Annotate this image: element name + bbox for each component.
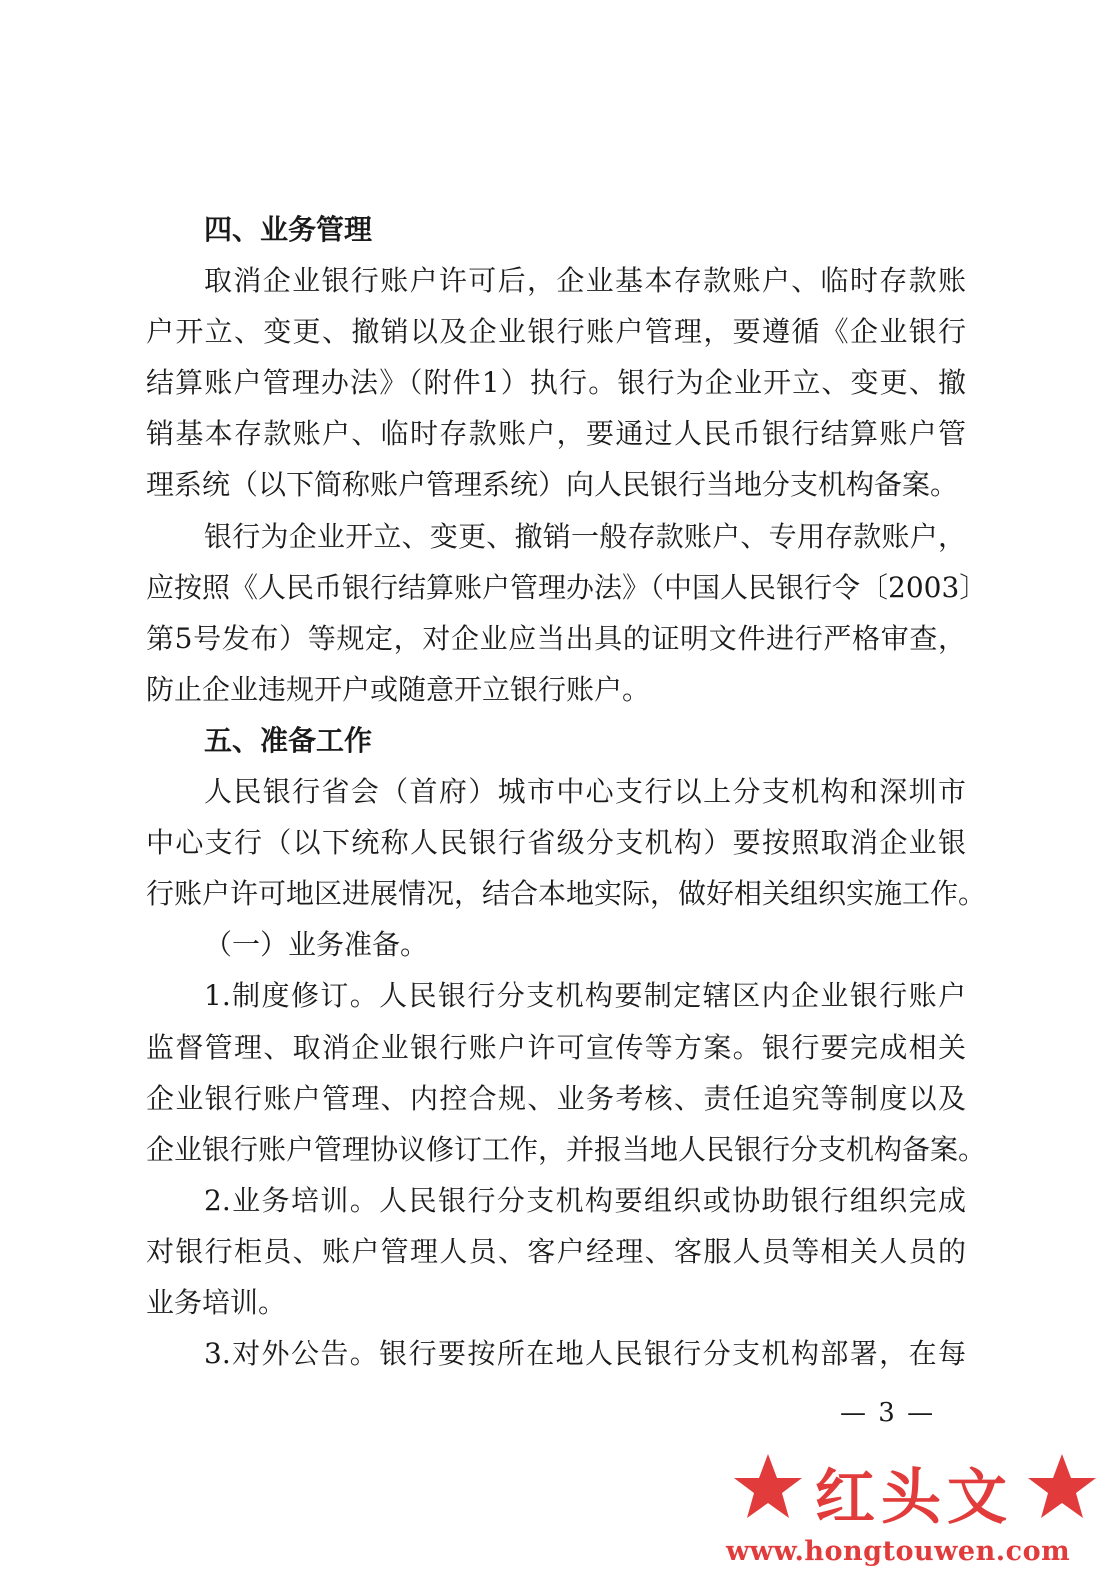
paragraph-5-1 [146,766,987,919]
page-number: — 3 — [840,1398,936,1428]
text-line: 企业银行账户管理协议修订工作，并报当地人民银行分支机构备案。 [146,1132,987,1166]
item-3 [146,1328,966,1379]
text-line: 业务培训。 [146,1285,287,1319]
text-line: 销基本存款账户、临时存款账户，要通过人民币银行结算账户管 [146,417,966,451]
document-body [146,204,988,1379]
text-line: 中心支行（以下统称人民银行省级分支机构）要按照取消企业银 [146,826,966,860]
text-line: 理系统（以下简称账户管理系统）向人民银行当地分支机构备案。 [146,468,959,502]
text-line: 第5号发布）等规定，对企业应当出具的证明文件进行严格审查， [146,621,966,655]
section-heading-4: 四、业务管理 [204,213,373,246]
watermark-title: 红头文 [815,1463,1013,1533]
text-line: 户开立、变更、撤销以及企业银行账户管理，要遵循《企业银行 [146,315,966,349]
text-line: 结算账户管理办法》（附件1）执行。银行为企业开立、变更、撤 [146,366,966,400]
text-line: 1.制度修订。人民银行分支机构要制定辖区内企业银行账户 [204,979,966,1013]
text-line: 企业银行账户管理、内控合规、业务考核、责任追究等制度以及 [146,1081,966,1115]
star-icon-left [734,1454,802,1518]
item-1 [146,970,987,1174]
section-heading-5: 五、准备工作 [204,723,373,757]
text-line: 监督管理、取消企业银行账户许可宣传等方案。银行要完成相关 [146,1030,966,1064]
watermark-logo [720,1448,1110,1578]
text-line: 取消企业银行账户许可后，企业基本存款账户、临时存款账 [204,264,966,298]
paragraph-4-1 [146,255,966,510]
text-line: 防止企业违规开户或随意开立银行账户。 [146,672,651,706]
text-line: 对银行柜员、账户管理人员、客户经理、客服人员等相关人员的 [146,1234,966,1268]
subsection-heading-1: （一）业务准备。 [204,928,429,962]
text-line: 3.对外公告。银行要按所在地人民银行分支机构部署，在每 [204,1337,966,1371]
text-line: 应按照《人民币银行结算账户管理办法》（中国人民银行令〔2003〕 [146,570,988,604]
star-icon-right [1028,1454,1096,1518]
text-line: 2.业务培训。人民银行分支机构要组织或协助银行组织完成 [204,1183,966,1217]
watermark-url: www.hongtouwen.com [726,1536,1071,1567]
text-line: 人民银行省会（首府）城市中心支行以上分支机构和深圳市 [204,775,966,809]
text-line: 银行为企业开立、变更、撤销一般存款账户、专用存款账户， [204,519,966,553]
paragraph-4-2 [146,511,988,715]
item-2 [146,1175,966,1328]
text-line: 行账户许可地区进展情况，结合本地实际，做好相关组织实施工作。 [146,877,987,911]
